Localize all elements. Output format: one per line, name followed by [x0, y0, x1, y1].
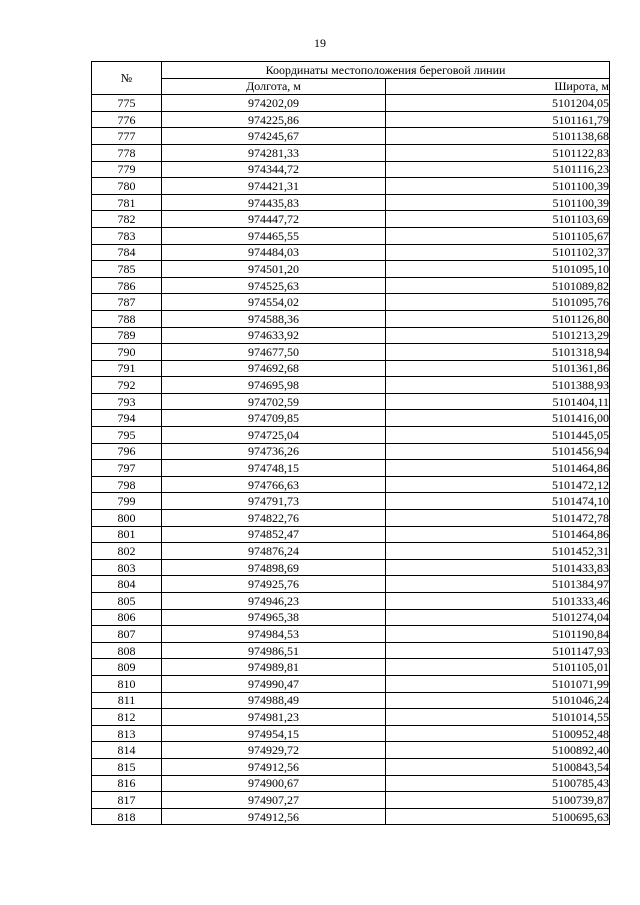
table-row: [92, 692, 610, 709]
cell-longitude: 974929,72: [162, 742, 386, 759]
cell-latitude: 5101388,93: [386, 377, 610, 394]
cell-longitude: 974245,67: [162, 128, 386, 145]
table-row: [92, 211, 610, 228]
cell-longitude: 974421,31: [162, 178, 386, 195]
cell-latitude: 5101416,00: [386, 410, 610, 427]
cell-latitude: 5100695,63: [386, 808, 610, 825]
table-row: [92, 111, 610, 128]
cell-number: 788: [92, 310, 162, 327]
cell-longitude: 974986,51: [162, 642, 386, 659]
cell-longitude: 974912,56: [162, 758, 386, 775]
cell-number: 811: [92, 692, 162, 709]
cell-longitude: 974695,98: [162, 377, 386, 394]
page-number: 19: [314, 36, 326, 50]
table-row: [92, 310, 610, 327]
cell-latitude: 5101095,76: [386, 294, 610, 311]
cell-number: 807: [92, 626, 162, 643]
cell-longitude: 974709,85: [162, 410, 386, 427]
cell-latitude: 5101318,94: [386, 344, 610, 361]
cell-longitude: 974447,72: [162, 211, 386, 228]
cell-longitude: 974281,33: [162, 144, 386, 161]
cell-latitude: 5101474,10: [386, 493, 610, 510]
cell-longitude: 974702,59: [162, 393, 386, 410]
cell-longitude: 974736,26: [162, 443, 386, 460]
cell-number: 789: [92, 327, 162, 344]
cell-latitude: 5101404,11: [386, 393, 610, 410]
cell-number: 785: [92, 261, 162, 278]
cell-latitude: 5101464,86: [386, 526, 610, 543]
cell-number: 790: [92, 344, 162, 361]
table-row: [92, 626, 610, 643]
cell-number: 800: [92, 510, 162, 527]
cell-longitude: 974981,23: [162, 709, 386, 726]
cell-number: 787: [92, 294, 162, 311]
cell-longitude: 974791,73: [162, 493, 386, 510]
cell-number: 802: [92, 543, 162, 560]
cell-latitude: 5101116,23: [386, 161, 610, 178]
table-row: [92, 393, 610, 410]
cell-number: 813: [92, 725, 162, 742]
table-row: [92, 609, 610, 626]
cell-longitude: 974554,02: [162, 294, 386, 311]
cell-latitude: 5100952,48: [386, 725, 610, 742]
table-row: [92, 128, 610, 145]
coordinates-table: [91, 61, 610, 825]
cell-longitude: 974465,55: [162, 227, 386, 244]
table-row: [92, 161, 610, 178]
cell-number: 809: [92, 659, 162, 676]
cell-number: 794: [92, 410, 162, 427]
cell-longitude: 974984,53: [162, 626, 386, 643]
cell-latitude: 5101105,01: [386, 659, 610, 676]
header-coordinates-group: Координаты местоположения береговой линии: [162, 62, 610, 79]
cell-number: 783: [92, 227, 162, 244]
cell-latitude: 5101384,97: [386, 576, 610, 593]
cell-number: 792: [92, 377, 162, 394]
table-row: [92, 675, 610, 692]
table-row: [92, 327, 610, 344]
cell-number: 806: [92, 609, 162, 626]
cell-latitude: 5101452,31: [386, 543, 610, 560]
table-row: [92, 294, 610, 311]
table-row: [92, 742, 610, 759]
cell-longitude: 974633,92: [162, 327, 386, 344]
cell-latitude: 5101472,12: [386, 476, 610, 493]
cell-latitude: 5101100,39: [386, 194, 610, 211]
cell-latitude: 5101126,80: [386, 310, 610, 327]
cell-longitude: 974484,03: [162, 244, 386, 261]
cell-longitude: 974692,68: [162, 360, 386, 377]
cell-number: 782: [92, 211, 162, 228]
table-row: [92, 360, 610, 377]
cell-number: 791: [92, 360, 162, 377]
cell-number: 781: [92, 194, 162, 211]
cell-latitude: 5101472,78: [386, 510, 610, 527]
cell-latitude: 5101274,04: [386, 609, 610, 626]
cell-longitude: 974748,15: [162, 460, 386, 477]
cell-latitude: 5101147,93: [386, 642, 610, 659]
cell-longitude: 974822,76: [162, 510, 386, 527]
cell-number: 784: [92, 244, 162, 261]
cell-latitude: 5100843,54: [386, 758, 610, 775]
cell-longitude: 974876,24: [162, 543, 386, 560]
cell-latitude: 5101161,79: [386, 111, 610, 128]
cell-longitude: 974925,76: [162, 576, 386, 593]
cell-latitude: 5100785,43: [386, 775, 610, 792]
cell-latitude: 5101456,94: [386, 443, 610, 460]
table-row: [92, 510, 610, 527]
table-row: [92, 576, 610, 593]
cell-latitude: 5101071,99: [386, 675, 610, 692]
table-row: [92, 194, 610, 211]
table-row: [92, 725, 610, 742]
cell-latitude: 5101433,83: [386, 559, 610, 576]
cell-longitude: 974852,47: [162, 526, 386, 543]
cell-longitude: 974946,23: [162, 593, 386, 610]
cell-number: 816: [92, 775, 162, 792]
table-header: [92, 62, 610, 95]
cell-longitude: 974525,63: [162, 277, 386, 294]
cell-longitude: 974954,15: [162, 725, 386, 742]
table-row: [92, 261, 610, 278]
table-row: [92, 493, 610, 510]
cell-number: 797: [92, 460, 162, 477]
table-row: [92, 526, 610, 543]
table-row: [92, 709, 610, 726]
table-row: [92, 144, 610, 161]
table-body: [92, 95, 610, 825]
cell-longitude: 974907,27: [162, 792, 386, 809]
table-row: [92, 344, 610, 361]
cell-latitude: 5101014,55: [386, 709, 610, 726]
cell-latitude: 5101122,83: [386, 144, 610, 161]
cell-number: 803: [92, 559, 162, 576]
cell-latitude: 5100739,87: [386, 792, 610, 809]
table-row: [92, 460, 610, 477]
cell-number: 808: [92, 642, 162, 659]
cell-number: 786: [92, 277, 162, 294]
cell-longitude: 974912,56: [162, 808, 386, 825]
cell-longitude: 974677,50: [162, 344, 386, 361]
cell-number: 778: [92, 144, 162, 161]
cell-latitude: 5101095,10: [386, 261, 610, 278]
table-row: [92, 808, 610, 825]
cell-number: 804: [92, 576, 162, 593]
table-row: [92, 277, 610, 294]
table-row: [92, 659, 610, 676]
cell-latitude: 5101333,46: [386, 593, 610, 610]
cell-longitude: 974990,47: [162, 675, 386, 692]
cell-longitude: 974900,67: [162, 775, 386, 792]
cell-latitude: 5100892,40: [386, 742, 610, 759]
cell-number: 817: [92, 792, 162, 809]
cell-longitude: 974588,36: [162, 310, 386, 327]
cell-number: 780: [92, 178, 162, 195]
table-row: [92, 427, 610, 444]
cell-number: 799: [92, 493, 162, 510]
table-row: [92, 543, 610, 560]
table-row: [92, 758, 610, 775]
cell-longitude: 974225,86: [162, 111, 386, 128]
cell-latitude: 5101103,69: [386, 211, 610, 228]
cell-longitude: 974725,04: [162, 427, 386, 444]
cell-latitude: 5101102,37: [386, 244, 610, 261]
cell-number: 796: [92, 443, 162, 460]
cell-number: 801: [92, 526, 162, 543]
cell-number: 815: [92, 758, 162, 775]
table-row: [92, 227, 610, 244]
table-row: [92, 178, 610, 195]
header-latitude: Широта, м: [386, 78, 610, 95]
cell-number: 793: [92, 393, 162, 410]
cell-number: 795: [92, 427, 162, 444]
table-row: [92, 244, 610, 261]
cell-latitude: 5101190,84: [386, 626, 610, 643]
cell-longitude: 974501,20: [162, 261, 386, 278]
cell-longitude: 974344,72: [162, 161, 386, 178]
cell-longitude: 974435,83: [162, 194, 386, 211]
table-row: [92, 410, 610, 427]
header-number: №: [92, 62, 162, 95]
table-row: [92, 775, 610, 792]
cell-number: 818: [92, 808, 162, 825]
table-row: [92, 377, 610, 394]
cell-longitude: 974989,81: [162, 659, 386, 676]
cell-latitude: 5101138,68: [386, 128, 610, 145]
table-row: [92, 593, 610, 610]
cell-number: 812: [92, 709, 162, 726]
cell-number: 798: [92, 476, 162, 493]
cell-number: 810: [92, 675, 162, 692]
cell-number: 777: [92, 128, 162, 145]
cell-number: 779: [92, 161, 162, 178]
cell-latitude: 5101464,86: [386, 460, 610, 477]
cell-longitude: 974965,38: [162, 609, 386, 626]
cell-longitude: 974766,63: [162, 476, 386, 493]
table-row: [92, 443, 610, 460]
cell-latitude: 5101046,24: [386, 692, 610, 709]
cell-latitude: 5101089,82: [386, 277, 610, 294]
cell-latitude: 5101204,05: [386, 95, 610, 112]
cell-latitude: 5101213,29: [386, 327, 610, 344]
cell-number: 776: [92, 111, 162, 128]
header-longitude: Долгота, м: [162, 78, 386, 95]
table-row: [92, 559, 610, 576]
cell-longitude: 974988,49: [162, 692, 386, 709]
cell-latitude: 5101361,86: [386, 360, 610, 377]
cell-longitude: 974898,69: [162, 559, 386, 576]
table-row: [92, 476, 610, 493]
cell-latitude: 5101105,67: [386, 227, 610, 244]
cell-number: 775: [92, 95, 162, 112]
table-row: [92, 792, 610, 809]
cell-latitude: 5101445,05: [386, 427, 610, 444]
cell-number: 805: [92, 593, 162, 610]
table-row: [92, 95, 610, 112]
cell-number: 814: [92, 742, 162, 759]
cell-longitude: 974202,09: [162, 95, 386, 112]
cell-latitude: 5101100,39: [386, 178, 610, 195]
table-row: [92, 642, 610, 659]
